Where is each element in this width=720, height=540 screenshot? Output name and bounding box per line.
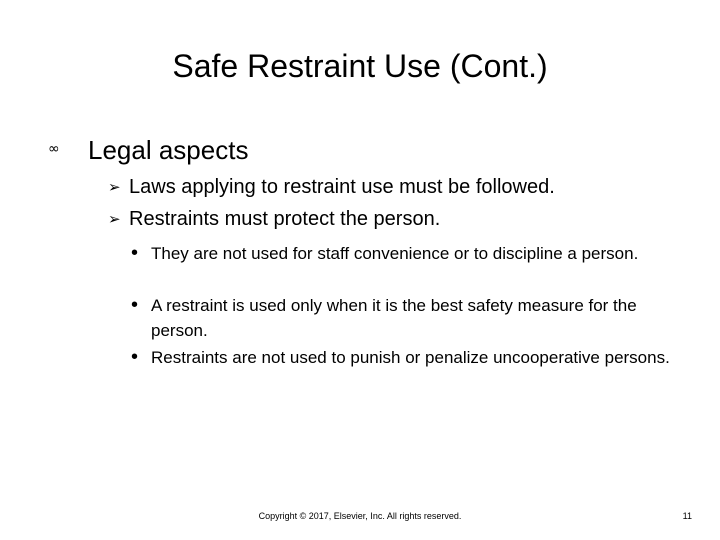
- detail-text: They are not used for staff convenience or to discipline a person.: [151, 244, 639, 263]
- detail-text: A restraint is used only when it is the best safety measure for the person.: [151, 296, 637, 340]
- subbullet-text: Laws applying to restraint use must be followed.: [129, 176, 555, 198]
- dot-bullet-icon: •: [131, 242, 139, 264]
- slide-title: Safe Restraint Use (Cont.): [172, 48, 548, 84]
- infinity-bullet-icon: ∞: [48, 141, 60, 157]
- detail-text: Restraints are not used to punish or penalize uncooperative persons.: [151, 348, 670, 367]
- arrow-bullet-icon: ➢: [108, 210, 121, 228]
- subbullet-text: Restraints must protect the person.: [129, 208, 441, 230]
- copyright-footer: Copyright © 2017, Elsevier, Inc. All rights reserved.: [258, 511, 462, 521]
- dot-bullet-icon: •: [131, 346, 139, 368]
- arrow-bullet-icon: ➢: [108, 178, 121, 196]
- dot-bullet-icon: •: [131, 294, 139, 316]
- page-number: 11: [682, 511, 692, 521]
- bullet-text: Legal aspects: [88, 135, 249, 165]
